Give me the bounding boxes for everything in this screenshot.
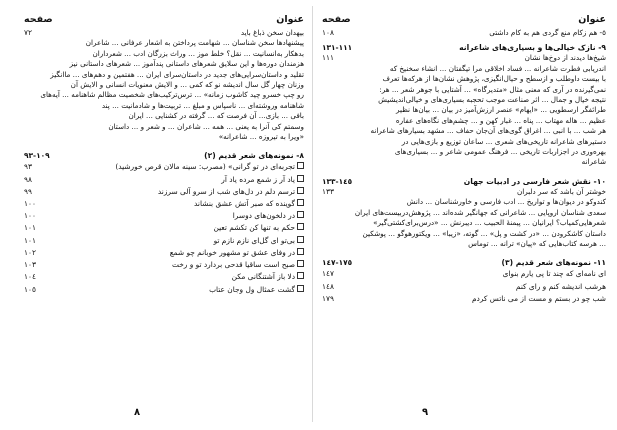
page-column-header: صفحه bbox=[322, 14, 351, 25]
checkbox-icon bbox=[297, 285, 304, 292]
toc-entry bbox=[24, 284, 304, 296]
summary-line bbox=[24, 101, 304, 111]
checkbox-icon bbox=[297, 199, 304, 206]
entry-text: نتیجه خیال و جمال ... اثر صناعت موجب تحجبه بسیاری‌های و خیالی‌اندیشیش bbox=[378, 95, 606, 105]
entry-text: ترسم دلم در دل‌های شب از سرو آلی سرزند bbox=[157, 186, 295, 196]
summary-line bbox=[322, 137, 606, 147]
page-ref: ١٣٣ bbox=[322, 186, 334, 196]
right-page bbox=[322, 8, 606, 422]
page-ref: ١٤٨ bbox=[322, 281, 334, 291]
page-ref: ١٠١ bbox=[24, 223, 36, 233]
summary-line bbox=[322, 64, 606, 74]
summary-line bbox=[322, 197, 606, 207]
summary-line bbox=[24, 111, 304, 121]
entry-text: وسمتم کی آنرا به یعنی ... همه ... شاعران ... و شعر و ... داستان bbox=[108, 121, 304, 131]
section-heading bbox=[322, 42, 606, 53]
toc-entry bbox=[24, 271, 304, 283]
entry-text: بهره‌وری در اجزاربات تاریخی ... فرهنگ عمومی شاعر و ... بسیاری‌های bbox=[394, 147, 606, 157]
summary-line bbox=[24, 59, 304, 69]
toc-entry bbox=[322, 293, 606, 305]
entry-text: شاهنامه وروشته‌ای ... ناسپاس و مبلغ ... تربیت‌ها و شادمانیت ... پند bbox=[101, 100, 304, 110]
toc-entry bbox=[24, 161, 304, 173]
entry-text: ... هرسه کتاب‌هایی که «پیان» ترانه ... توماس bbox=[468, 238, 606, 248]
page-ref: ١٠١ bbox=[24, 235, 36, 245]
toc-entry bbox=[24, 28, 304, 38]
page-column-header: صفحه bbox=[24, 14, 53, 25]
toc-entry bbox=[24, 247, 304, 259]
page-ref: ١٧٥-١٤٧ bbox=[322, 258, 353, 268]
checkbox-icon bbox=[297, 236, 304, 243]
checkbox-icon bbox=[297, 272, 304, 279]
entry-text: ای نامه‌ای که چند تا پی یارم بنوای bbox=[502, 269, 606, 279]
entry-text: هر شب ... با انبی ... اغراق گوی‌های آن‌جان حفاف ... مشهد بسیار‌های شاعرانه bbox=[370, 126, 606, 136]
summary-line bbox=[322, 218, 606, 228]
left-toc-lines bbox=[24, 28, 304, 296]
checkbox-icon bbox=[297, 162, 304, 169]
toc-entry bbox=[24, 235, 304, 247]
page-ref: ١٠٠ bbox=[24, 211, 36, 221]
page-ref: ٧٢ bbox=[24, 28, 32, 37]
entry-text: با بیست داوطلب و ازسطح و حیال‌انگیزی، پژوهش نشان‌ها از هرکه‌ها تعرف bbox=[382, 74, 606, 84]
page-ref: ١٤٧ bbox=[322, 269, 334, 279]
checkbox-icon bbox=[297, 187, 304, 194]
entry-text: سعدی شناسان اروپایی ... شاعرانی که جهانگیر شده‌اند ... پژوهش‌دربیست‌های ایران bbox=[354, 207, 606, 217]
entry-text: داستان کاشکرودن ... «در کشت و پل» ... گوته، «زیبا» ... ویکتورهوگو ... پوشکین bbox=[362, 228, 606, 238]
toc-entry bbox=[24, 259, 304, 271]
page-ref: ١١١ bbox=[322, 53, 334, 63]
entry-text: در دلخون‌های دوسرا bbox=[232, 211, 295, 221]
summary-line bbox=[322, 85, 606, 95]
page-ref: ١٧٩ bbox=[322, 293, 334, 303]
entry-text: شعرهایی‌کمیاب؟ ایرانیان ... پیمنهٔ الحبیب ... دیبرنش ... «درس‌برای‌کشتی‌گیر» bbox=[373, 218, 606, 228]
entry-text: شیخ‌ها دیدند از دوخ‌ها نشان bbox=[524, 53, 606, 63]
entry-text: دستیرهای شاعرانه تاریخی‌های شعری ... ساعان توزیع و بازی‌هایی در bbox=[401, 136, 606, 146]
entry-text: گوینده که صبر آتش عشق بنشاند bbox=[194, 199, 295, 209]
summary-line bbox=[322, 147, 606, 157]
entry-text: وزنان چهار گل سال اندیشه نو که کمی ... و الایش معنویات انسانی و الایش آن bbox=[70, 80, 304, 90]
gutter-divider bbox=[312, 6, 313, 422]
checkbox-icon bbox=[297, 260, 304, 267]
summary-line bbox=[322, 239, 606, 249]
section-heading bbox=[24, 150, 304, 161]
summary-line bbox=[322, 208, 606, 218]
entry-text: در وفای عشق تو مشهور خوبانم چو شمع bbox=[169, 247, 295, 257]
page-ref: ١٠٥ bbox=[24, 284, 36, 294]
entry-text: شاعرانه bbox=[581, 157, 606, 167]
entry-text: ١١- نمونه‌های شعر قدیم (٣) bbox=[501, 258, 606, 268]
entry-text: حکم به تنها کن تکشم تعین bbox=[213, 223, 295, 233]
summary-line bbox=[322, 105, 606, 115]
left-page-header bbox=[24, 14, 304, 28]
toc-entry bbox=[24, 174, 304, 186]
entry-text: هرشب اندیشه کنم و رای کنم bbox=[515, 281, 606, 291]
entry-text: ١٠- نقش شعر فارسی در ادبیات جهان bbox=[463, 176, 606, 186]
page-number: ٨ bbox=[134, 407, 141, 418]
entry-text: بدهکار به‌انسانیت ... نقل؟ خلط موز ... وراث بزرگان ادب ... شعرداران bbox=[92, 48, 304, 58]
toc-entry bbox=[322, 187, 606, 197]
toc-entry bbox=[322, 28, 606, 38]
summary-line bbox=[322, 126, 606, 136]
page-ref: ١٠٤ bbox=[24, 272, 36, 282]
entry-text: یاد آر ز شمع مرده یاد آر bbox=[221, 174, 295, 184]
page-ref: ١١١-١٣١ bbox=[322, 43, 353, 53]
page-ref: ١٤٥-١٣٣ bbox=[322, 176, 353, 186]
summary-line bbox=[24, 49, 304, 59]
summary-line bbox=[24, 90, 304, 100]
entry-text: طرائفگر ارسطویی ... «ایهام» عنصر ارزش‌آمیز در بیان ... بیان‌ها نظیر bbox=[396, 105, 606, 115]
checkbox-icon bbox=[297, 175, 304, 182]
entry-text: عظیم ... هاله مهتاب ... پناه ... غبار کهن و ... چشم‌های نگاه‌های عفاره bbox=[395, 115, 606, 125]
title-column-header: عنوان bbox=[578, 14, 606, 25]
entry-text: بیهدان سخن ذباغ باید bbox=[240, 28, 304, 37]
entry-text: ٨- نمونه‌های شعر قدیم (٢) bbox=[204, 151, 304, 161]
page-ref: ٩٣ bbox=[24, 162, 32, 172]
summary-line bbox=[24, 132, 304, 142]
entry-text: صبح است ساقیا قدحی بردارد تو و رخت bbox=[171, 260, 295, 270]
entry-text: ٩- نازک خیالی‌ها و بسیاری‌های شاعرانه bbox=[459, 43, 606, 53]
page-ref: ٩٩ bbox=[24, 186, 32, 196]
toc-entry bbox=[24, 198, 304, 210]
toc-entry bbox=[322, 281, 606, 293]
entry-text: گشت عمثال ول وجان عتاب bbox=[209, 284, 295, 294]
page-ref: ١٠٩-٩٣ bbox=[24, 151, 50, 161]
toc-entry bbox=[24, 210, 304, 222]
summary-line bbox=[24, 80, 304, 90]
entry-text: خوشتر آن باشد که سر دلبران bbox=[516, 186, 606, 196]
page-ref: ١٠٣ bbox=[24, 260, 36, 270]
checkbox-icon bbox=[297, 223, 304, 230]
entry-text: پیشنهادها سخن شناسان ... شهامت پرداختن به اشعار عرفانی ... شاعران bbox=[85, 38, 304, 48]
checkbox-icon bbox=[297, 248, 304, 255]
right-toc-lines bbox=[322, 28, 606, 305]
summary-line bbox=[24, 70, 304, 80]
checkbox-icon bbox=[297, 211, 304, 218]
page-ref: ١٠٢ bbox=[24, 247, 36, 257]
page-ref: ١٠٠ bbox=[24, 199, 36, 209]
entry-text: ٥- هم زکام منع گردی هم به کام داشتی bbox=[489, 28, 606, 37]
section-heading bbox=[322, 257, 606, 268]
toc-entry bbox=[322, 53, 606, 63]
entry-text: اندریابی فطرت شاعرانه ... فساد اخلاقی مرا تیگفتان ... انشاء سخنیخ که bbox=[389, 63, 606, 73]
page-ref: ٩٨ bbox=[24, 174, 32, 184]
page-number: ٩ bbox=[422, 407, 429, 418]
summary-line bbox=[322, 229, 606, 239]
summary-line bbox=[322, 116, 606, 126]
toc-entry bbox=[24, 186, 304, 198]
entry-text: کندوکو در دیوان‌ها و تواریخ ... ادب فارسی و خاورشناسان ... دانش bbox=[406, 197, 606, 207]
summary-line bbox=[322, 74, 606, 84]
entry-text: رو چپ خسرو چید کاشوب زمانه» ... ترس‌ترکیب‌های شخصیت مظالم شاهنامه ... آیه‌های bbox=[40, 90, 304, 100]
entry-text: «ویرا به تیروزه ... شاعرانه» bbox=[218, 132, 304, 142]
summary-line bbox=[322, 157, 606, 167]
right-page-header bbox=[322, 14, 606, 28]
entry-text: هزمندان دوره‌ها و این سلایق شعرهای داستانی پندآموز ... شعرهای داستانی نیز bbox=[69, 59, 304, 69]
entry-text: تقلید و داستان‌سرایی‌های جدید در داستان‌سرای ایران ... هفتمین و دهم‌های ... ما‌انگیز bbox=[50, 69, 304, 79]
summary-line bbox=[24, 38, 304, 48]
entry-text: شب چو در بستم و مست از می ناتس کردم bbox=[471, 293, 606, 303]
toc-entry bbox=[24, 222, 304, 234]
title-column-header: عنوان bbox=[276, 14, 304, 25]
entry-text: تجربه‌ای در تو گرانی» (مصرب: سینه مالان قرص خورشید) bbox=[115, 162, 295, 172]
summary-line bbox=[24, 122, 304, 132]
toc-entry bbox=[322, 268, 606, 280]
page-ref: ١٠٨ bbox=[322, 28, 334, 37]
entry-text: بافی ... بازی... آن فرصت که ... گرفته در کشنایی ... ایران bbox=[128, 111, 304, 121]
entry-text: بی‌تو ای گل‌ای نازم نازم تو bbox=[213, 235, 295, 245]
entry-text: نمی‌گیرنده در آری که معنی مثال «متدیرگاه» ... آشتایی با جوهر شعر ... هر: bbox=[379, 84, 606, 94]
summary-line bbox=[322, 95, 606, 105]
entry-text: دلا باز آشتنگانی مکن bbox=[231, 272, 295, 282]
left-page bbox=[24, 8, 304, 422]
section-heading bbox=[322, 176, 606, 187]
